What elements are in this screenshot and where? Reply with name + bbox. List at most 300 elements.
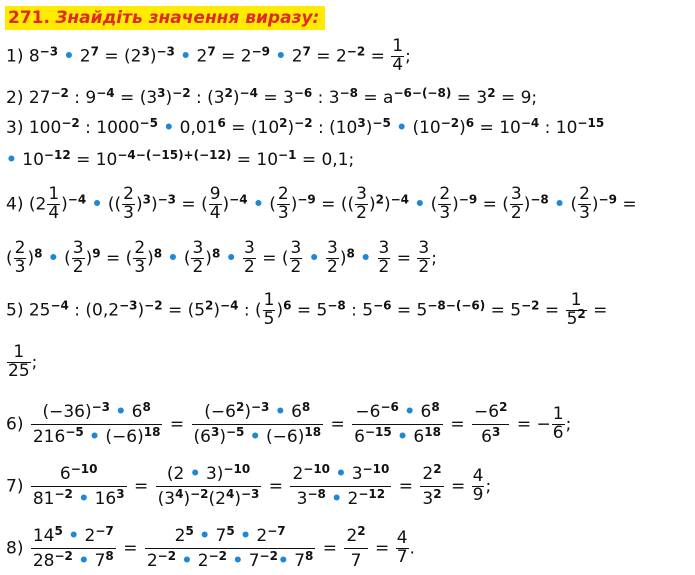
multiply-dot: • bbox=[274, 402, 286, 422]
exponent: 4 bbox=[225, 487, 235, 501]
exponent: −9 bbox=[251, 44, 271, 59]
math-text: 1 bbox=[392, 36, 404, 56]
math-text: = bbox=[539, 300, 565, 321]
exponent: 7 bbox=[207, 44, 216, 59]
exponent: 4 bbox=[175, 487, 184, 501]
math-text: ( bbox=[183, 248, 191, 269]
math-text: = 2 bbox=[310, 46, 347, 67]
math-text: ) bbox=[365, 118, 373, 138]
math-text: = 3 bbox=[451, 88, 488, 108]
math-text: 16 bbox=[94, 489, 117, 509]
multiply-dot: • bbox=[91, 194, 103, 215]
math-text: 2 bbox=[347, 489, 359, 509]
math-text: 3 bbox=[418, 238, 430, 258]
math-text: = ( bbox=[256, 248, 289, 269]
math-text: ( bbox=[64, 248, 71, 269]
exponent: 6 bbox=[217, 116, 226, 130]
math-text: ) bbox=[149, 46, 157, 67]
exponent: −5 bbox=[225, 425, 245, 439]
math-text: 1 bbox=[263, 290, 275, 310]
math-text: 2 bbox=[192, 256, 204, 277]
math-text: ) bbox=[234, 489, 241, 509]
math-text: 2 bbox=[197, 551, 209, 571]
exponent: 2 bbox=[499, 400, 508, 414]
math-text: 9 bbox=[472, 485, 484, 505]
math-text: : 10 bbox=[539, 118, 578, 138]
multiply-dot: • bbox=[63, 46, 75, 67]
math-text bbox=[420, 462, 443, 487]
fraction bbox=[472, 468, 485, 505]
exponent: 9 bbox=[92, 246, 101, 261]
exponent: 18 bbox=[424, 425, 441, 439]
math-text: ; bbox=[565, 414, 572, 435]
fraction bbox=[552, 406, 565, 443]
multiply-dot: • bbox=[163, 118, 175, 138]
solution-1 bbox=[6, 36, 411, 75]
solution-6 bbox=[6, 400, 572, 447]
multiply-dot: • bbox=[232, 551, 244, 571]
fraction bbox=[31, 400, 163, 449]
math-text bbox=[31, 487, 127, 511]
math-text: 4) (2 bbox=[6, 194, 47, 215]
exponent: 3 bbox=[357, 116, 366, 130]
math-text bbox=[192, 425, 324, 449]
multiply-dot: • bbox=[275, 46, 287, 67]
math-text bbox=[145, 524, 316, 549]
math-text: − bbox=[536, 414, 551, 435]
exponent: 3 bbox=[157, 86, 166, 100]
multiply-dot: • bbox=[249, 427, 261, 447]
math-text: 3 bbox=[378, 238, 390, 258]
solution-3-cont bbox=[6, 146, 354, 174]
fraction bbox=[14, 240, 27, 277]
math-text: 81 bbox=[32, 489, 55, 509]
math-text bbox=[352, 425, 443, 449]
math-text: = 5 bbox=[291, 300, 328, 321]
multiply-dot: • bbox=[167, 248, 179, 269]
math-text: ) bbox=[459, 118, 466, 138]
math-text: ) bbox=[232, 88, 240, 108]
exponent: −7 bbox=[95, 524, 114, 538]
math-text bbox=[344, 549, 367, 573]
math-text: = (5 bbox=[162, 300, 206, 321]
math-text: 7 bbox=[294, 551, 306, 571]
math-text: 7 bbox=[350, 551, 362, 571]
math-text: 6 bbox=[552, 423, 564, 443]
math-text: = 9; bbox=[495, 88, 538, 108]
fraction bbox=[122, 186, 135, 223]
math-text: 2 bbox=[72, 256, 84, 277]
multiply-dot: • bbox=[414, 194, 426, 215]
exponent: −4 bbox=[520, 116, 540, 130]
math-text: = 10 bbox=[231, 150, 279, 170]
math-text: 3 bbox=[134, 256, 146, 277]
math-text: = bbox=[398, 476, 413, 497]
exponent: −4 bbox=[96, 86, 115, 100]
exponent: 2 bbox=[357, 524, 366, 538]
math-text: 2) 27 bbox=[6, 88, 51, 108]
fraction bbox=[209, 186, 222, 223]
math-text: = 10 bbox=[474, 118, 521, 138]
exponent: 3 bbox=[116, 487, 125, 501]
exercise-title: Знайдіть значення виразу: bbox=[55, 8, 320, 28]
math-text: 2 bbox=[123, 184, 134, 204]
exponent: −10 bbox=[362, 462, 390, 476]
exponent: 6 bbox=[465, 116, 475, 130]
math-text: = 5 bbox=[485, 300, 522, 321]
exponent: −5 bbox=[65, 425, 84, 439]
math-text: 3 bbox=[510, 184, 522, 204]
math-text: 2 bbox=[292, 464, 304, 484]
math-text: 3 bbox=[72, 238, 84, 258]
solution-3 bbox=[6, 114, 604, 142]
math-text: ) bbox=[222, 194, 230, 215]
math-text bbox=[31, 524, 116, 549]
math-text: = (10 bbox=[225, 118, 280, 138]
multiply-dot: • bbox=[335, 464, 347, 484]
fraction bbox=[145, 524, 316, 573]
math-text: = bbox=[450, 414, 465, 435]
math-text bbox=[352, 400, 443, 425]
exponent: 8 bbox=[301, 400, 311, 414]
math-text: : 3 bbox=[312, 88, 340, 108]
exponent: −4 bbox=[390, 192, 409, 207]
multiply-dot: • bbox=[225, 248, 237, 269]
math-text: 2 bbox=[277, 184, 289, 204]
fraction bbox=[352, 400, 443, 449]
math-text: 2 bbox=[291, 46, 303, 67]
fraction bbox=[420, 462, 443, 511]
fraction bbox=[277, 186, 290, 223]
math-text: = bbox=[123, 538, 138, 559]
math-text: 1 bbox=[7, 344, 31, 363]
exponent: −6 bbox=[293, 86, 313, 100]
exponent: −12 bbox=[358, 487, 386, 501]
multiply-dot: • bbox=[404, 402, 416, 422]
exponent: −2 bbox=[440, 116, 460, 130]
multiply-dot: • bbox=[6, 150, 17, 170]
math-text: 7 bbox=[396, 547, 408, 567]
math-text: = a bbox=[358, 88, 394, 108]
math-text: ) bbox=[150, 194, 158, 215]
exponent: −9 bbox=[297, 192, 316, 207]
fraction bbox=[290, 462, 391, 511]
math-text: 3 bbox=[277, 202, 289, 223]
math-text: 2 bbox=[579, 184, 590, 204]
multiply-dot: • bbox=[89, 427, 100, 447]
exponent: −8−(−6) bbox=[427, 298, 486, 313]
exponent: 5 bbox=[226, 524, 235, 538]
math-text: 4 bbox=[392, 54, 404, 75]
exponent: −8 bbox=[327, 298, 346, 313]
exponent: 2 bbox=[577, 306, 586, 321]
math-text bbox=[566, 306, 587, 329]
math-text: 2 bbox=[14, 238, 26, 258]
exponent: 8 bbox=[431, 400, 440, 414]
math-text: ( bbox=[430, 194, 438, 215]
math-text: 3) 100 bbox=[6, 118, 62, 138]
exponent: −3 bbox=[119, 298, 138, 313]
math-text: 3 bbox=[14, 256, 26, 277]
multiply-dot: • bbox=[180, 46, 192, 67]
math-text: = bbox=[375, 538, 390, 559]
exponent: −5 bbox=[139, 116, 158, 130]
math-text: 1) 8 bbox=[6, 46, 40, 67]
exponent: −2 bbox=[190, 487, 209, 501]
math-text: 1 bbox=[566, 292, 587, 311]
math-text: 0,01 bbox=[179, 118, 218, 138]
exponent: −2 bbox=[346, 44, 366, 59]
solution-8 bbox=[6, 524, 415, 571]
exponent: −2 bbox=[208, 549, 227, 563]
math-text: 2 bbox=[418, 256, 430, 277]
fraction bbox=[191, 240, 204, 277]
exponent: 2 bbox=[279, 116, 288, 130]
math-text bbox=[156, 487, 262, 511]
exponent: 7 bbox=[302, 44, 311, 59]
exponent: −9 bbox=[458, 192, 478, 207]
math-text: ) bbox=[213, 300, 221, 321]
math-text: 2 bbox=[256, 526, 268, 546]
math-text: 2 bbox=[196, 46, 208, 67]
math-text: 2 bbox=[422, 464, 434, 484]
math-text: ) bbox=[368, 194, 376, 215]
math-text: ; bbox=[405, 46, 411, 67]
exponent: 7 bbox=[90, 44, 99, 59]
fraction bbox=[391, 38, 404, 75]
math-text: = bbox=[268, 476, 284, 497]
math-text: = (3 bbox=[114, 88, 158, 108]
fraction bbox=[566, 292, 587, 329]
math-text: 6 bbox=[354, 427, 365, 447]
exponent: −4 bbox=[239, 86, 258, 100]
math-text bbox=[145, 549, 316, 573]
math-text: 2 bbox=[439, 184, 451, 204]
math-text: ( bbox=[570, 194, 578, 215]
exponent: −2 bbox=[61, 116, 80, 130]
math-text: 5) 25 bbox=[6, 300, 51, 321]
math-text: = bbox=[134, 476, 149, 497]
math-text: ) bbox=[591, 194, 599, 215]
math-text bbox=[344, 524, 367, 549]
math-text: : ( bbox=[238, 300, 262, 321]
exponent: 2 bbox=[433, 462, 442, 476]
fraction bbox=[472, 400, 509, 449]
math-text: = 10 bbox=[70, 150, 118, 170]
exponent: −2 bbox=[521, 298, 540, 313]
exponent: −15 bbox=[577, 116, 605, 130]
math-text: 1 bbox=[48, 184, 60, 204]
math-text: 10 bbox=[22, 150, 44, 170]
math-text: ) bbox=[287, 118, 295, 138]
exercise-header bbox=[5, 6, 325, 30]
exponent: 5 bbox=[185, 524, 194, 538]
multiply-dot: • bbox=[240, 526, 251, 546]
exponent: −15 bbox=[364, 425, 392, 439]
exponent: 2 bbox=[205, 298, 214, 313]
math-text: = ( bbox=[176, 194, 208, 215]
fraction bbox=[192, 400, 324, 449]
exponent: −5 bbox=[372, 116, 391, 130]
multiply-dot: • bbox=[396, 118, 408, 138]
fraction bbox=[344, 524, 367, 573]
math-text bbox=[192, 400, 324, 425]
math-text: 6 bbox=[291, 402, 302, 422]
exponent: −2 bbox=[172, 86, 191, 100]
math-text: ) bbox=[452, 194, 459, 215]
exponent: −6−(−8) bbox=[393, 86, 452, 100]
exponent: −3 bbox=[39, 44, 59, 59]
math-text: : (3 bbox=[190, 88, 225, 108]
math-text: 5 bbox=[566, 308, 578, 329]
math-text: = bbox=[365, 46, 391, 67]
exponent: 8 bbox=[142, 400, 151, 414]
exponent: 5 bbox=[54, 524, 63, 538]
math-text: (2 bbox=[208, 489, 226, 509]
math-text: (−6) bbox=[266, 427, 305, 447]
math-text: 2 bbox=[134, 238, 146, 258]
math-text: 2 bbox=[327, 256, 338, 277]
math-text: 7 bbox=[215, 526, 227, 546]
math-text: 3 bbox=[579, 202, 590, 223]
exponent: 2 bbox=[236, 400, 245, 414]
fraction bbox=[290, 240, 303, 277]
exponent: −3 bbox=[91, 400, 110, 414]
math-text: 3 bbox=[356, 184, 367, 204]
exponent: −4 bbox=[67, 192, 87, 207]
math-text: = ( bbox=[100, 248, 133, 269]
multiply-dot: • bbox=[78, 551, 90, 571]
math-text: . bbox=[409, 538, 415, 559]
exponent: 2 bbox=[487, 86, 496, 100]
exponent: −2 bbox=[54, 487, 73, 501]
exponent: 2 bbox=[224, 86, 233, 100]
math-text: 4 bbox=[48, 202, 60, 223]
multiply-dot: • bbox=[331, 489, 343, 509]
math-text: ) bbox=[523, 194, 531, 215]
math-text: = 0,1; bbox=[296, 150, 355, 170]
math-text: ( bbox=[6, 248, 13, 269]
fraction bbox=[578, 186, 591, 223]
math-text: 4 bbox=[472, 466, 484, 487]
math-text: 3 bbox=[243, 238, 255, 258]
exponent: −8 bbox=[307, 487, 326, 501]
math-text: 2 bbox=[378, 256, 390, 277]
math-text: = 2 bbox=[215, 46, 252, 67]
fraction bbox=[355, 186, 368, 223]
math-text: = bbox=[330, 414, 345, 435]
exponent: −2 bbox=[259, 549, 278, 563]
exponent: −10 bbox=[70, 462, 98, 476]
math-text: ) bbox=[147, 248, 154, 269]
math-text: ; bbox=[31, 352, 38, 373]
exponent: 18 bbox=[143, 425, 161, 439]
exponent: −2 bbox=[294, 116, 313, 130]
fraction bbox=[133, 240, 146, 277]
math-text: ) bbox=[137, 300, 145, 321]
exponent: −4−(−15)+(−12) bbox=[117, 148, 232, 162]
math-text: ) bbox=[276, 300, 284, 321]
math-text: ; bbox=[431, 248, 437, 269]
exponent: −4 bbox=[229, 192, 248, 207]
math-text: ) bbox=[339, 248, 347, 269]
math-text: 3 bbox=[296, 489, 308, 509]
math-text: = bbox=[587, 300, 608, 321]
math-text: 3 bbox=[327, 238, 338, 258]
math-text: 25 bbox=[8, 360, 30, 381]
math-text: ) bbox=[244, 402, 251, 422]
multiply-dot: • bbox=[68, 526, 80, 546]
math-text: ; bbox=[485, 476, 492, 497]
math-text: ) bbox=[135, 194, 143, 215]
math-text: 3) bbox=[205, 464, 224, 484]
math-text: ) bbox=[219, 427, 226, 447]
math-text: = 3 bbox=[257, 88, 294, 108]
exponent: −2 bbox=[144, 298, 163, 313]
multiply-dot: • bbox=[78, 489, 90, 509]
exponent: 3 bbox=[141, 44, 150, 59]
math-text: : (10 bbox=[312, 118, 358, 138]
math-text: 14 bbox=[32, 526, 55, 546]
math-text bbox=[290, 487, 391, 511]
exponent: −8 bbox=[530, 192, 549, 207]
fraction bbox=[417, 240, 430, 277]
math-text: 3 bbox=[351, 464, 363, 484]
math-text: (3 bbox=[157, 489, 176, 509]
exponent: −1 bbox=[278, 148, 297, 162]
multiply-dot: • bbox=[554, 194, 566, 215]
math-text: (2 bbox=[166, 464, 185, 484]
math-text: 3 bbox=[123, 202, 134, 223]
exponent: −4 bbox=[220, 298, 239, 313]
fraction bbox=[72, 240, 85, 277]
fraction bbox=[263, 292, 276, 329]
solution-4 bbox=[6, 184, 637, 223]
multiply-dot: • bbox=[189, 464, 201, 484]
solution-5-cont bbox=[6, 342, 38, 381]
exponent: −12 bbox=[43, 148, 71, 162]
math-text: (6 bbox=[193, 427, 211, 447]
math-text: 8) bbox=[6, 538, 24, 559]
solution-5 bbox=[6, 290, 608, 329]
math-text: 2 bbox=[79, 46, 91, 67]
math-text: 28 bbox=[32, 551, 55, 571]
math-text bbox=[472, 400, 509, 425]
math-text: 216 bbox=[32, 427, 66, 447]
exponent: 3 bbox=[142, 192, 151, 207]
math-text bbox=[420, 487, 443, 511]
math-text: = (2 bbox=[98, 46, 142, 67]
multiply-dot: • bbox=[360, 248, 372, 269]
math-text: = (( bbox=[315, 194, 355, 215]
math-text: 2 bbox=[84, 526, 96, 546]
fraction bbox=[396, 530, 409, 567]
math-text: 4 bbox=[396, 528, 408, 549]
math-text: 6 bbox=[59, 464, 71, 484]
fraction bbox=[378, 240, 391, 277]
math-text: : 5 bbox=[345, 300, 374, 321]
math-text bbox=[156, 462, 262, 487]
math-text: 1 bbox=[552, 404, 564, 425]
exponent: 8 bbox=[153, 246, 163, 261]
math-text: 3 bbox=[439, 202, 451, 223]
math-text bbox=[472, 425, 509, 449]
fraction bbox=[243, 240, 256, 277]
math-text: 7 bbox=[248, 551, 260, 571]
math-text: 6) bbox=[6, 414, 24, 435]
math-text: 7 bbox=[94, 551, 106, 571]
math-text: 5 bbox=[263, 308, 275, 329]
